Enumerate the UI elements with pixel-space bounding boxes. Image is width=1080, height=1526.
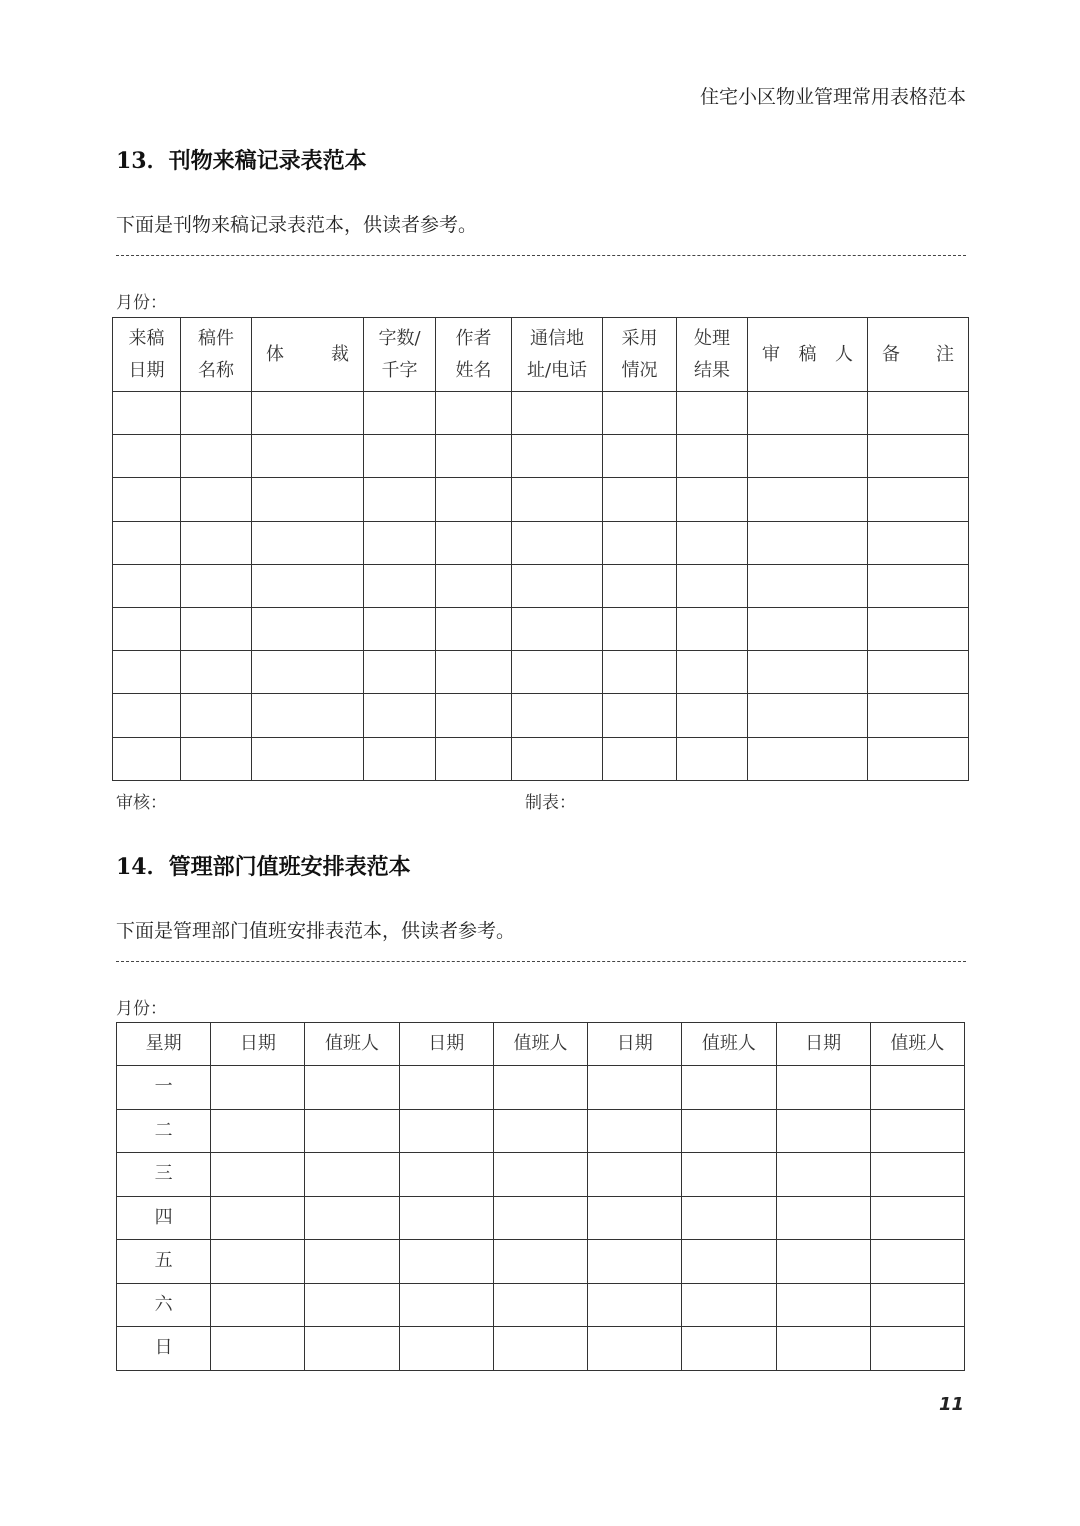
table-cell — [181, 607, 252, 650]
table-row — [117, 1153, 965, 1197]
table-cell — [868, 435, 969, 478]
table-cell — [436, 651, 512, 694]
table-cell — [603, 478, 677, 521]
table-cell — [677, 607, 748, 650]
table-cell — [399, 1240, 493, 1284]
table-cell — [512, 737, 603, 780]
table-cell — [181, 651, 252, 694]
table-cell — [252, 607, 364, 650]
table-cell — [493, 1240, 587, 1284]
table-cell — [364, 521, 436, 564]
weekday-cell: 三 — [117, 1153, 211, 1197]
column-header — [748, 318, 868, 392]
table-cell — [776, 1066, 870, 1110]
header-line-1: 处理 — [694, 327, 730, 349]
table-cell — [305, 1196, 399, 1240]
table-cell — [776, 1283, 870, 1327]
table-cell — [512, 694, 603, 737]
running-header: 住宅小区物业管理常用表格范本 — [699, 86, 966, 108]
table-cell — [436, 694, 512, 737]
table-cell — [748, 737, 868, 780]
table-cell — [748, 564, 868, 607]
table-cell — [364, 737, 436, 780]
table-cell — [588, 1153, 682, 1197]
table-cell — [211, 1240, 305, 1284]
table-cell — [211, 1153, 305, 1197]
table-cell — [868, 478, 969, 521]
table-cell — [181, 564, 252, 607]
table-cell — [677, 478, 748, 521]
column-header: 日期 — [211, 1023, 305, 1066]
table-cell — [181, 478, 252, 521]
table-cell — [181, 521, 252, 564]
table-cell — [868, 651, 969, 694]
table-cell — [113, 392, 181, 435]
header-line-2: 名称 — [198, 359, 234, 381]
table-cell — [603, 607, 677, 650]
header-char: 体 — [266, 343, 284, 365]
table-cell — [748, 392, 868, 435]
table-row — [117, 1196, 965, 1240]
header-line-2: 姓名 — [455, 359, 492, 381]
table-cell — [677, 564, 748, 607]
table-cell — [588, 1283, 682, 1327]
table-cell — [603, 392, 677, 435]
table-cell — [748, 478, 868, 521]
table-cell — [211, 1196, 305, 1240]
table-cell — [364, 392, 436, 435]
table-cell — [682, 1283, 776, 1327]
table-cell — [364, 435, 436, 478]
header-line-1: 稿件 — [198, 327, 234, 349]
table-cell — [748, 651, 868, 694]
page-number: 11 — [938, 1394, 964, 1415]
table-cell — [399, 1283, 493, 1327]
table-row — [113, 651, 969, 694]
table-cell — [748, 607, 868, 650]
table-cell — [399, 1327, 493, 1371]
section-14-divider — [116, 961, 966, 962]
table-cell — [211, 1283, 305, 1327]
table-cell — [868, 392, 969, 435]
column-header — [364, 318, 436, 392]
table-cell — [436, 478, 512, 521]
table-cell — [512, 478, 603, 521]
section-13-intro: 下面是刊物来稿记录表范本，供读者参考。 — [116, 214, 478, 236]
review-label: 审核： — [116, 793, 167, 813]
table-cell — [399, 1109, 493, 1153]
table-cell — [868, 564, 969, 607]
table-cell — [512, 521, 603, 564]
table-cell — [870, 1066, 964, 1110]
table-cell — [677, 435, 748, 478]
header-char: 稿 — [798, 343, 817, 365]
table-header-row — [113, 318, 969, 392]
table-cell — [603, 737, 677, 780]
table-cell — [870, 1283, 964, 1327]
header-line-1: 来稿 — [128, 327, 165, 349]
weekday-cell: 四 — [117, 1196, 211, 1240]
header-char: 裁 — [331, 343, 349, 365]
column-header: 日期 — [399, 1023, 493, 1066]
table-cell — [399, 1153, 493, 1197]
table-cell — [305, 1066, 399, 1110]
table-cell — [868, 607, 969, 650]
table-cell — [252, 478, 364, 521]
table-cell — [252, 651, 364, 694]
table-cell — [776, 1153, 870, 1197]
table-cell — [588, 1240, 682, 1284]
table-cell — [364, 694, 436, 737]
weekday-cell: 二 — [117, 1109, 211, 1153]
column-header-label — [252, 339, 363, 371]
header-line-2: 结果 — [694, 359, 730, 381]
table-cell — [211, 1109, 305, 1153]
column-header — [252, 318, 364, 392]
table-cell — [113, 694, 181, 737]
table-cell — [512, 607, 603, 650]
table-row — [113, 435, 969, 478]
table-cell — [776, 1196, 870, 1240]
table-row — [113, 521, 969, 564]
table-row — [113, 737, 969, 780]
table-cell — [677, 521, 748, 564]
table-cell — [677, 737, 748, 780]
manuscript-record-table — [112, 317, 969, 781]
column-header: 值班人 — [493, 1023, 587, 1066]
table-cell — [682, 1240, 776, 1284]
table-cell — [603, 564, 677, 607]
table-cell — [211, 1327, 305, 1371]
column-header: 星期 — [117, 1023, 211, 1066]
table-cell — [181, 694, 252, 737]
column-header-label — [748, 339, 867, 371]
header-line-2: 址/电话 — [526, 359, 588, 381]
table-row — [113, 564, 969, 607]
table-cell — [181, 435, 252, 478]
weekday-cell: 日 — [117, 1327, 211, 1371]
table-cell — [252, 737, 364, 780]
table-cell — [399, 1196, 493, 1240]
table-cell — [493, 1283, 587, 1327]
table-cell — [512, 564, 603, 607]
table-cell — [436, 737, 512, 780]
table-cell — [870, 1327, 964, 1371]
table-row — [117, 1066, 965, 1110]
table-cell — [364, 607, 436, 650]
section-13-divider — [116, 255, 966, 256]
table-cell — [252, 564, 364, 607]
table-maker-label: 制表： — [525, 793, 576, 813]
table-cell — [113, 435, 181, 478]
table-cell — [677, 651, 748, 694]
table-cell — [870, 1240, 964, 1284]
table-cell — [436, 435, 512, 478]
section-13-title: 13．刊物来稿记录表范本 — [116, 148, 367, 174]
table-cell — [776, 1109, 870, 1153]
table-cell — [113, 478, 181, 521]
table-cell — [252, 521, 364, 564]
header-line-1: 作者 — [455, 327, 492, 349]
table-cell — [305, 1327, 399, 1371]
column-header-label — [868, 339, 968, 371]
table-cell — [588, 1109, 682, 1153]
table-cell — [776, 1327, 870, 1371]
table-cell — [868, 521, 969, 564]
table-cell — [588, 1196, 682, 1240]
table-row — [117, 1283, 965, 1327]
header-line-1: 通信地 — [530, 327, 584, 349]
table-cell — [305, 1240, 399, 1284]
column-header: 日期 — [776, 1023, 870, 1066]
table-cell — [776, 1240, 870, 1284]
table-cell — [682, 1153, 776, 1197]
column-header — [113, 318, 181, 392]
table-cell — [748, 521, 868, 564]
column-header — [677, 318, 748, 392]
table-cell — [436, 607, 512, 650]
table-cell — [305, 1153, 399, 1197]
table-cell — [113, 521, 181, 564]
table-cell — [364, 651, 436, 694]
table-row — [117, 1109, 965, 1153]
table-cell — [868, 694, 969, 737]
weekday-cell: 六 — [117, 1283, 211, 1327]
column-header — [868, 318, 969, 392]
table-cell — [603, 521, 677, 564]
header-line-1: 采用 — [621, 327, 658, 349]
header-line-2: 日期 — [128, 359, 165, 381]
table-cell — [113, 737, 181, 780]
table-cell — [113, 651, 181, 694]
section-14-month-label: 月份： — [116, 999, 167, 1019]
table-row — [113, 694, 969, 737]
section-14-intro: 下面是管理部门值班安排表范本，供读者参考。 — [116, 920, 516, 942]
table-cell — [113, 564, 181, 607]
column-header: 值班人 — [682, 1023, 776, 1066]
table-cell — [748, 694, 868, 737]
table-cell — [305, 1283, 399, 1327]
table-cell — [493, 1196, 587, 1240]
duty-schedule-table — [116, 1022, 965, 1371]
table-cell — [436, 564, 512, 607]
table-cell — [181, 392, 252, 435]
table-cell — [252, 694, 364, 737]
weekday-cell: 五 — [117, 1240, 211, 1284]
table-cell — [252, 435, 364, 478]
table-cell — [868, 737, 969, 780]
table-cell — [870, 1109, 964, 1153]
header-line-1: 字数/ — [378, 327, 421, 349]
table-cell — [252, 392, 364, 435]
table-cell — [682, 1109, 776, 1153]
table-cell — [113, 607, 181, 650]
table-cell — [682, 1196, 776, 1240]
table-row — [117, 1327, 965, 1371]
table-cell — [493, 1066, 587, 1110]
table-cell — [588, 1327, 682, 1371]
header-char: 人 — [835, 343, 853, 365]
weekday-cell: 一 — [117, 1066, 211, 1110]
section-13-month-label: 月份： — [116, 293, 167, 313]
table-row — [117, 1240, 965, 1284]
table-cell — [493, 1109, 587, 1153]
table-row — [113, 392, 969, 435]
header-line-2: 千字 — [381, 359, 418, 381]
table-cell — [682, 1066, 776, 1110]
table-cell — [588, 1066, 682, 1110]
table-row — [113, 478, 969, 521]
column-header — [603, 318, 677, 392]
header-char: 备 — [882, 343, 900, 365]
header-char: 审 — [762, 343, 780, 365]
table-cell — [603, 651, 677, 694]
table-cell — [677, 694, 748, 737]
column-header — [436, 318, 512, 392]
column-header — [181, 318, 252, 392]
header-line-2: 情况 — [621, 359, 658, 381]
column-header: 日期 — [588, 1023, 682, 1066]
table-cell — [493, 1327, 587, 1371]
section-14-title: 14．管理部门值班安排表范本 — [116, 854, 411, 880]
table-cell — [682, 1327, 776, 1371]
table-cell — [181, 737, 252, 780]
column-header — [512, 318, 603, 392]
table-cell — [677, 392, 748, 435]
header-char: 注 — [936, 343, 954, 365]
table-cell — [870, 1196, 964, 1240]
table-cell — [364, 478, 436, 521]
column-header: 值班人 — [305, 1023, 399, 1066]
table-cell — [512, 435, 603, 478]
table-cell — [436, 392, 512, 435]
table-cell — [748, 435, 868, 478]
table-cell — [493, 1153, 587, 1197]
table-cell — [399, 1066, 493, 1110]
table-cell — [512, 392, 603, 435]
table-cell — [870, 1153, 964, 1197]
table-header-row — [117, 1023, 965, 1066]
table-cell — [211, 1066, 305, 1110]
table-cell — [603, 435, 677, 478]
table-cell — [603, 694, 677, 737]
table-cell — [436, 521, 512, 564]
table-row — [113, 607, 969, 650]
table-cell — [305, 1109, 399, 1153]
table-cell — [512, 651, 603, 694]
table-cell — [364, 564, 436, 607]
column-header: 值班人 — [870, 1023, 964, 1066]
